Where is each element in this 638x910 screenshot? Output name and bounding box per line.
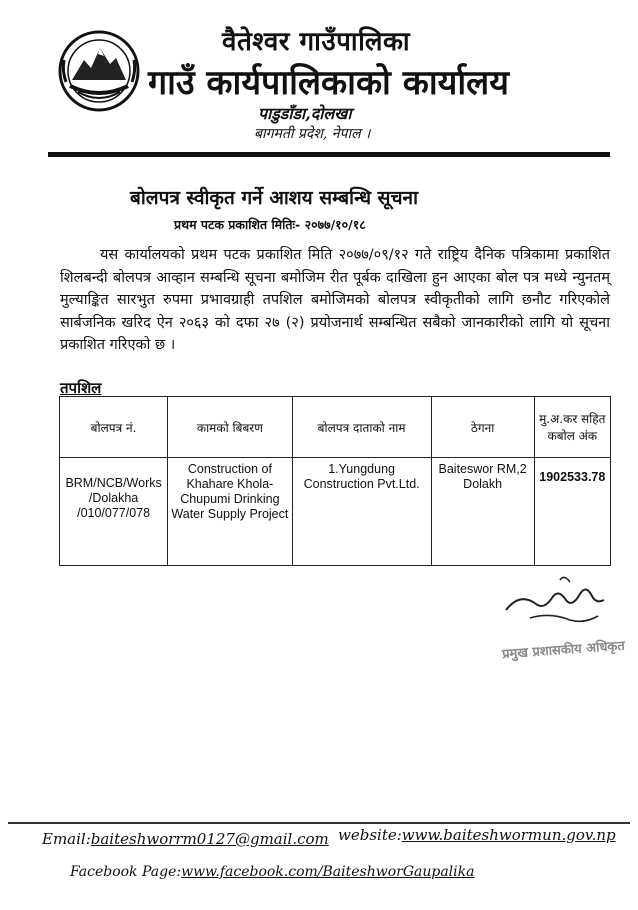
municipality-name: वैतेश्वर गाउँपालिका — [222, 27, 411, 57]
header-bid-no: बोलपत्र नं. — [60, 397, 168, 458]
facebook-link[interactable]: www.facebook.com/BaiteshworGaupalika — [181, 864, 475, 880]
table-header-row — [60, 397, 611, 458]
header-divider — [48, 152, 610, 157]
email-link[interactable]: baiteshworrm0127@gmail.com — [90, 830, 329, 848]
table-row — [60, 458, 611, 566]
facebook-label: Facebook Page: — [70, 864, 182, 880]
notice-title: बोलपत्र स्वीकृत गर्ने आशय सम्बन्धि सूचना — [130, 187, 419, 209]
header-bid-amount: मु.अ.कर सहित कबोल अंक — [534, 397, 610, 458]
cell-bidder-name: 1.Yungdung Construction Pvt.Ltd. — [292, 458, 431, 566]
website-label: website: — [338, 826, 402, 844]
header-work-description: कामको बिबरण — [168, 397, 292, 458]
footer-website — [338, 826, 616, 844]
notice-subtitle: प्रथम पटक प्रकाशित मितिः- २०७७/१०/१८ — [174, 217, 366, 232]
footer-facebook — [70, 864, 474, 880]
cell-bid-no: BRM/NCB/Works /Dolakha /010/077/078 — [60, 458, 168, 566]
office-name: गाउँ कार्यपालिकाको कार्यालय — [148, 63, 509, 103]
header-address: ठेगना — [431, 397, 534, 458]
office-province: बागमती प्रदेश, नेपाल । — [254, 126, 371, 142]
footer-email — [42, 830, 329, 848]
website-link[interactable]: www.baiteshwormun.gov.np — [401, 826, 616, 844]
header-bidder-name: बोलपत्र दाताको नाम — [292, 397, 431, 458]
office-location: पाडुडाँडा,दोलखा — [258, 104, 352, 123]
email-label: Email: — [42, 830, 91, 848]
municipality-logo — [58, 30, 140, 112]
handwritten-signature — [500, 570, 610, 630]
cell-work-description: Construction of Khahare Khola-Chupumi Drinking Water Supply Project — [168, 458, 292, 566]
notice-body: यस कार्यालयको प्रथम पटक प्रकाशित मिति २०७७/०९/१२ गते राष्ट्रिय दैनिक पत्रिकामा प्रकाशित शिलबन्दी बोलपत्र आव्हान सम्बन्धि सूचना बमोजिम रीत पूर्बक दाखिला हुन आएका बोल पत्र मध्ये न्युनतम् मुल्याङ्कित सारभुत रुपमा प्रभावग्राही तपशिल बमोजिमको बोलपत्र स्वीकृतीको लागि छनौट गरिएकोले सार्बजनिक खरिद ऐन २०६३ को दफा २७ (२) प्रयोजनार्थ सम्बन्धित सबैको जानकारीको लागि यो सूचना प्रकाशित गरिएको छ । — [60, 247, 610, 353]
bid-table — [59, 396, 611, 566]
footer-divider — [8, 822, 630, 824]
cell-bid-amount: 1902533.78 — [534, 458, 610, 566]
officer-stamp: प्रमुख प्रशासकीय अधिकृत — [501, 638, 626, 663]
details-label: तपशिल — [60, 379, 102, 397]
cell-address: Baiteswor RM,2 Dolakh — [431, 458, 534, 566]
